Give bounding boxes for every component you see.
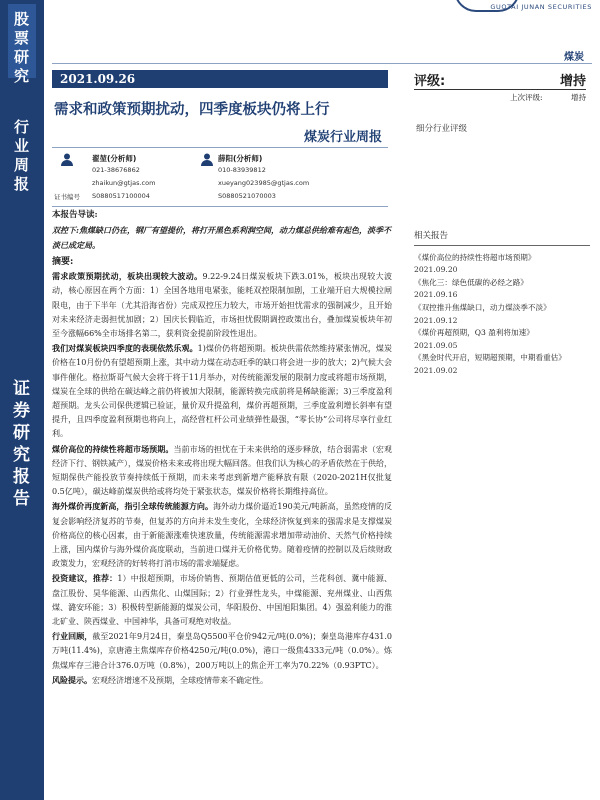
industry-tag: 煤炭: [564, 52, 584, 63]
divider: [52, 63, 592, 64]
related-item-date: 2021.09.02: [414, 365, 458, 375]
summary-paragraph: [52, 499, 392, 571]
summary-paragraph: [52, 629, 392, 673]
guide-text: 双控下:焦煤缺口仍在，钢厂有望提价，将打开黑色系利润空间，动力煤总供给难有起色，淡季不淡已成定局。: [52, 225, 391, 250]
guide-title: 本报告导读:: [52, 210, 98, 220]
analyst-name: 翟堃(分析师): [92, 154, 137, 163]
related-item-date: 2021.09.20: [414, 265, 458, 275]
summary-paragraph: [52, 341, 392, 441]
related-item[interactable]: [414, 352, 590, 377]
rating-label: 评级:: [414, 74, 446, 89]
paragraph-text: 海外动力煤价逼近190美元/吨新高，虽然疫情的反复会影响经济复苏的节奏，但复苏的方向并未发生变化，全球经济恢复到来的强需求是支撑煤炭价格高位的核心因素，由于新能源涨难快速放量，传统能源需求增加带动油价、天然气价格持续上涨，国内煤价与海外煤价高度联动，当前进口煤并无价格优势。随着疫情的控制以及后续财政政策发力，宏观经济的好转将打消市场的需求端疑虑。: [52, 502, 393, 569]
analyst-email: xueyang023985@gtjas.com: [218, 179, 310, 187]
previous-rating-value: 增持: [571, 93, 586, 102]
paragraph-text: 当前市场的担忧在于未来供给的逐步释放，结合弱需求（宏观经济下行、钢铁减产），煤炭价格未来或将出现大幅回落。但我们认为核心的矛盾依然在于供给，短期保供产能投放节奏持续低于预期，而未来考虑到新增产能释放有限（2020-2021H仅批复0.5亿吨），碳达峰前煤炭供给或将均处于紧张状态，煤炭价格将长期维持高位。: [52, 444, 393, 497]
related-item-title[interactable]: 《双控推升焦煤缺口，动力煤淡季不淡》: [414, 302, 551, 312]
related-item[interactable]: [414, 327, 590, 352]
date-bar: [52, 70, 388, 88]
paragraph-lead: 煤价高位的持续性将超市场预期。: [52, 443, 174, 454]
paragraph-lead: 需求政策预期扰动，板块出现较大波动。: [52, 271, 203, 282]
related-item-title[interactable]: 《煤价再超预期，Q3 盈利将加速》: [414, 328, 534, 338]
paragraph-text: 9.22-9.24日煤炭板块下跌3.01%，板块出现较大波动，核心原因在两个方面：1）全国各地用电紧张，能耗双控限制加剧，工业端开启大规模拉闸限电，由于下半年（尤其沿海省份）完成双控压力较大，市场开始担忧需求的强制减少，且开始对未来经济走弱担忧加剧；2）国庆长假临近，市场担忧假期调控政策出台，叠加煤炭板块年初至今涨幅66%全市场排名第二，获利资金提前阶段性退出。: [52, 272, 392, 339]
summary: [52, 255, 392, 688]
paragraph-text: 1）中报超预期，市场价销售、预期估值更低的公司，兰花科创、冀中能源、盘江股份、昊华能源、山西焦化、山煤国际；2）行业弹性龙头，中煤能源、兖州煤业、山西焦煤、潞安环能；3）积极转型新能源的煤炭公司，华阳股份、中国旭阳集团。4）强盈利能力的淮北矿业、陕西煤业、中国神华，具备可观绝对收益。: [52, 574, 393, 627]
summary-paragraph: [52, 442, 392, 500]
sidebar-weekly-report: 行业周报: [13, 118, 30, 193]
related-item-title[interactable]: 《焦化三：绿色低碳的必经之路》: [414, 277, 528, 287]
headline: 需求和政策预期扰动，四季度板块仍将上行: [54, 101, 330, 118]
paragraph-lead: 行业回顾，: [52, 631, 93, 642]
summary-paragraph: [52, 673, 392, 688]
related-item[interactable]: [414, 252, 590, 277]
related-item-title[interactable]: 《煤价高位的持续性将超市场预期》: [414, 252, 536, 262]
divider: [414, 89, 586, 90]
related-item[interactable]: [414, 302, 590, 327]
analyst-phone: 010-83939812: [218, 166, 266, 174]
analyst-cert: S0880521070003: [218, 192, 276, 200]
company-logo-text: GUOTAI JUNAN SECURITIES: [490, 3, 592, 11]
subtitle: 煤炭行业周报: [303, 130, 382, 145]
paragraph-lead: 投资建议，推荐：: [52, 573, 118, 584]
related-item-title[interactable]: 《黑金时代开启，短期超预期，中期看重估》: [414, 353, 566, 363]
paragraph-text: 宏观经济增速不及预期，全球疫情带来不确定性。: [92, 675, 268, 685]
previous-rating-label: 上次评级:: [510, 93, 543, 102]
summary-paragraph: [52, 571, 392, 629]
sidebar: [0, 0, 44, 800]
report-guide: [52, 208, 392, 253]
summary-paragraph: [52, 269, 392, 341]
related-item-date: 2021.09.12: [414, 315, 458, 325]
analyst-email: zhaikun@gtjas.com: [92, 179, 156, 187]
analyst-name: 薛阳(分析师): [218, 154, 263, 163]
sidebar-securities-report: 证券研究报告: [13, 379, 31, 509]
related-item-date: 2021.09.16: [414, 290, 458, 300]
paragraph-lead: 海外煤价再度新高，指引全球传统能源方向。: [52, 501, 213, 512]
summary-title: 摘要:: [52, 257, 74, 267]
sector-rating-label: 细分行业评级: [416, 124, 468, 134]
analyst-avatar-icon: [200, 152, 214, 168]
paragraph-lead: 我们对煤炭板块四季度的表现依然乐观。: [52, 343, 198, 354]
analyst-cert: S0880517100004: [92, 192, 150, 200]
cert-label: 证书编号: [54, 193, 80, 201]
analyst-phone: 021-38676862: [92, 166, 140, 174]
paragraph-text: 截至2021年9月24日，秦皇岛Q5500平仓价942元/吨(0.0%)；秦皇岛港库存431.0万吨(11.4%)，京唐港主焦煤库存价格4250元/吨(0.0%)，港口一级焦4333元/吨（0.0%）。炼焦煤库存三港合计376.0万吨（0.8%），200万吨以上的焦企开工率为70.22%（0.93PTC）。: [52, 632, 393, 670]
sidebar-stock-research: 股票研究: [8, 4, 36, 78]
related-reports: [414, 230, 590, 378]
related-item[interactable]: [414, 277, 590, 302]
paragraph-lead: 风险提示。: [52, 674, 92, 685]
related-item-date: 2021.09.05: [414, 340, 458, 350]
analyst-avatar-icon: [60, 152, 74, 168]
related-title: 相关报告: [414, 230, 590, 246]
paragraph-text: 1)煤价仍将超预期。板块供需依然维持紧张情况，煤炭价格在10月份仍有望超预期上涨，其中动力煤在动态旺季的缺口将会进一步的放大；2)气候大会事件催化。格拉斯哥气候大会将于将于11月举办，对传统能源发展的限制力度或将超市场预期，煤炭在全球的供给在碳达峰之前仍将被加大限制，能源转换完成前将是稀缺能源；3)三季度盈利超预期。龙头公司保供逻辑已验证，量价双升提盈利，煤价再超预期，三季度盈利增长斜率有望提升，且四季度盈利预期也将向上，高经营杠杆公司业绩弹性最强，“零长协”公司将尽享行业红利。: [52, 344, 393, 439]
report-date: 2021.09.26: [60, 72, 136, 86]
analyst-box: [52, 147, 388, 207]
rating-value: 增持: [559, 74, 586, 89]
